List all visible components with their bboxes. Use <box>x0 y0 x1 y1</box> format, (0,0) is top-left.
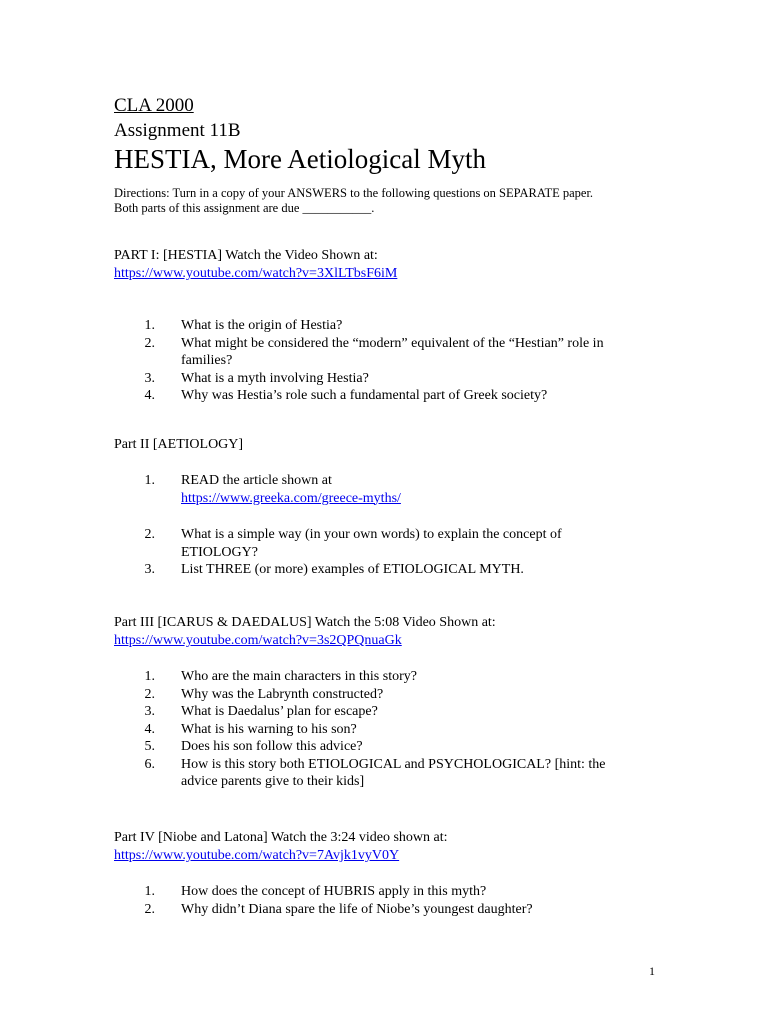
part4-heading: Part IV [Niobe and Latona] Watch the 3:24 video shown at: <box>114 830 448 845</box>
question-text: Why was the Labrynth constructed? <box>181 686 384 702</box>
list-item <box>135 756 635 791</box>
part3-heading: Part III [ICARUS & DAEDALUS] Watch the 5:08 Video Shown at: <box>114 615 496 630</box>
item-number: 3. <box>144 704 155 719</box>
part1-question-list <box>135 317 635 405</box>
item-number: 4. <box>144 388 155 403</box>
list-item <box>135 721 635 739</box>
list-item <box>135 317 635 335</box>
question-text: How does the concept of HUBRIS apply in this myth? <box>181 884 487 899</box>
question-text: What might be considered the “modern” equivalent of the “Hestian” role in families? <box>181 335 604 368</box>
course-code: CLA 2000 <box>114 95 194 116</box>
question-text: What is the origin of Hestia? <box>181 318 343 333</box>
assignment-number: Assignment 11B <box>114 120 241 141</box>
list-item <box>135 387 635 405</box>
item-number: 3. <box>144 370 155 386</box>
list-item <box>135 370 635 388</box>
part4-video-link[interactable]: https://www.youtube.com/watch?v=7Avjk1vyV0Y <box>114 848 400 863</box>
list-item <box>135 738 635 756</box>
question-text: How is this story both ETIOLOGICAL and PSYCHOLOGICAL? [hint: the advice parents give to their kids] <box>181 756 606 789</box>
item-number: 1. <box>144 318 155 333</box>
item-number: 2. <box>144 901 155 917</box>
directions-line-2: Both parts of this assignment are due ___________. <box>114 201 375 215</box>
list-item <box>135 901 635 919</box>
item-number: 2. <box>144 686 155 702</box>
item-number: 1. <box>144 884 155 899</box>
part4-question-list <box>135 883 635 918</box>
list-item <box>135 526 635 561</box>
list-item <box>135 561 635 579</box>
question-text: What is a myth involving Hestia? <box>181 370 369 386</box>
item-number: 6. <box>144 756 155 772</box>
item-number: 2. <box>144 335 155 351</box>
list-item <box>135 686 635 704</box>
item-number: 3. <box>144 562 155 577</box>
item-number: 1. <box>144 473 155 488</box>
list-item <box>135 703 635 721</box>
part3-video-link[interactable]: https://www.youtube.com/watch?v=3s2QPQnuaGk <box>114 633 402 648</box>
question-text: Why didn’t Diana spare the life of Niobe’s youngest daughter? <box>181 901 533 917</box>
page-number: 1 <box>649 964 655 978</box>
question-text: Why was Hestia’s role such a fundamental part of Greek society? <box>181 388 548 403</box>
part2-question-list <box>135 472 635 507</box>
item-number: 5. <box>144 739 155 754</box>
question-text: List THREE (or more) examples of ETIOLOGICAL MYTH. <box>181 562 524 577</box>
question-text: What is his warning to his son? <box>181 721 357 737</box>
question-text: What is Daedalus’ plan for escape? <box>181 704 378 719</box>
question-text: What is a simple way (in your own words) to explain the concept of ETIOLOGY? <box>181 527 562 560</box>
part1-heading: PART I: [HESTIA] Watch the Video Shown at: <box>114 248 378 263</box>
list-item <box>135 668 635 686</box>
list-item <box>135 335 635 370</box>
item-number: 2. <box>144 527 155 542</box>
page-title: HESTIA, More Aetiological Myth <box>114 144 486 174</box>
part3-question-list <box>135 668 635 791</box>
question-text: Does his son follow this advice? <box>181 739 363 754</box>
directions <box>114 186 674 216</box>
item-number: 4. <box>144 721 155 737</box>
part2-heading: Part II [AETIOLOGY] <box>114 437 244 452</box>
item-number: 1. <box>144 669 155 684</box>
part2-question-list-continued <box>135 526 635 579</box>
directions-line-1: Directions: Turn in a copy of your ANSWERS to the following questions on SEPARATE paper. <box>114 186 594 200</box>
part1-video-link[interactable]: https://www.youtube.com/watch?v=3XlLTbsF6iM <box>114 266 398 281</box>
list-item <box>135 883 635 901</box>
question-text: READ the article shown at <box>181 473 332 488</box>
greeka-article-link[interactable]: https://www.greeka.com/greece-myths/ <box>181 490 401 506</box>
list-item <box>135 472 635 507</box>
question-text: Who are the main characters in this story? <box>181 669 417 684</box>
